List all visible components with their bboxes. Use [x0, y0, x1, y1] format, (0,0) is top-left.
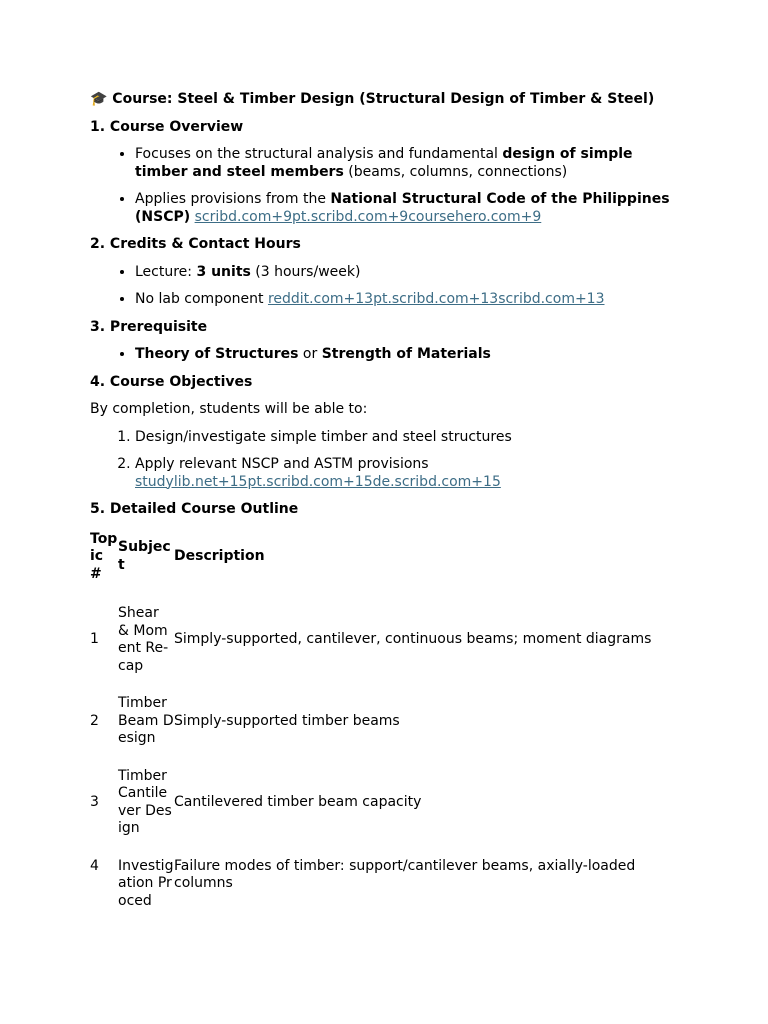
list-item-text: No lab component: [135, 291, 268, 307]
document-title: 🎓 Course: Steel & Timber Design (Structural Design of Timber & Steel): [90, 91, 655, 107]
prerequisite-list: [90, 346, 680, 364]
list-item-text: (beams, columns, connections): [343, 163, 568, 180]
table-row: [90, 595, 664, 685]
list-item-text: Apply relevant NSCP and ASTM provisions: [135, 456, 429, 472]
list-item: [135, 146, 680, 181]
cell-topic-number: 4: [90, 857, 99, 874]
source-link[interactable]: studylib.net+15pt.scribd.com+15de.scribd.com+15: [135, 473, 501, 490]
list-item-text: Design/investigate simple timber and steel structures: [135, 428, 512, 445]
list-item-bold-text: design of simple timber and steel members: [135, 146, 633, 180]
list-item-text: or: [298, 346, 322, 362]
list-item: [135, 429, 680, 447]
table-row: [90, 848, 664, 921]
cell-description: Cantilevered timber beam capacity: [174, 793, 422, 810]
list-item-bold-text: Theory of Structures: [135, 346, 299, 362]
column-header-topic: Topic #: [90, 530, 118, 582]
cell-subject: Shear & Moment Re-cap: [118, 605, 169, 674]
credits-list: [90, 264, 680, 309]
list-item-text: Focuses on the structural analysis and fundamental: [135, 146, 503, 162]
objectives-intro: By completion, students will be able to:: [90, 401, 368, 417]
cell-description: Failure modes of timber: support/cantilever beams, axially-loaded columns: [174, 857, 636, 891]
list-item: [135, 346, 680, 364]
list-item-text: (3 hours/week): [250, 263, 361, 280]
section-heading-outline: 5. Detailed Course Outline: [90, 501, 299, 517]
list-item-bold-text: 3 units: [196, 263, 251, 280]
list-item-text: Lecture:: [135, 263, 197, 280]
list-item: [135, 191, 680, 226]
source-link[interactable]: reddit.com+13pt.scribd.com+13scribd.com+13: [267, 291, 605, 307]
cell-description: Simply-supported timber beams: [174, 712, 400, 729]
list-item-text: Applies provisions from the: [135, 191, 331, 207]
section-heading-overview: 1. Course Overview: [90, 118, 244, 135]
cell-topic-number: 2: [90, 712, 99, 729]
column-header-description: Description: [174, 548, 265, 564]
cell-subject: Timber Cantilever Design: [118, 767, 172, 836]
section-heading-credits: 2. Credits & Contact Hours: [90, 236, 301, 252]
section-heading-prerequisite: 3. Prerequisite: [90, 318, 208, 335]
table-row: [90, 758, 664, 848]
source-link[interactable]: scribd.com+9pt.scribd.com+9coursehero.com+9: [194, 208, 542, 225]
objectives-list: [90, 429, 680, 492]
section-heading-objectives: 4. Course Objectives: [90, 373, 253, 390]
list-item-bold-text: Strength of Materials: [321, 346, 491, 362]
overview-list: [90, 146, 680, 226]
cell-subject: Timber Beam Design: [118, 695, 174, 746]
cell-subject: Investigation Proced: [118, 857, 174, 909]
column-header-subject: Subject: [118, 539, 171, 573]
table-row: [90, 685, 664, 758]
cell-topic-number: 3: [90, 793, 99, 810]
list-item: [135, 264, 680, 282]
list-item-bold-text: National Structural Code of the Philippines (NSCP): [135, 191, 670, 225]
table-header-row: [90, 531, 664, 596]
course-outline-table: [90, 531, 664, 921]
list-item: [135, 291, 680, 309]
cell-description: Simply-supported, cantilever, continuous beams; moment diagrams: [174, 631, 652, 648]
cell-topic-number: 1: [90, 631, 99, 648]
list-item: [135, 456, 680, 491]
document-page: [90, 91, 680, 920]
